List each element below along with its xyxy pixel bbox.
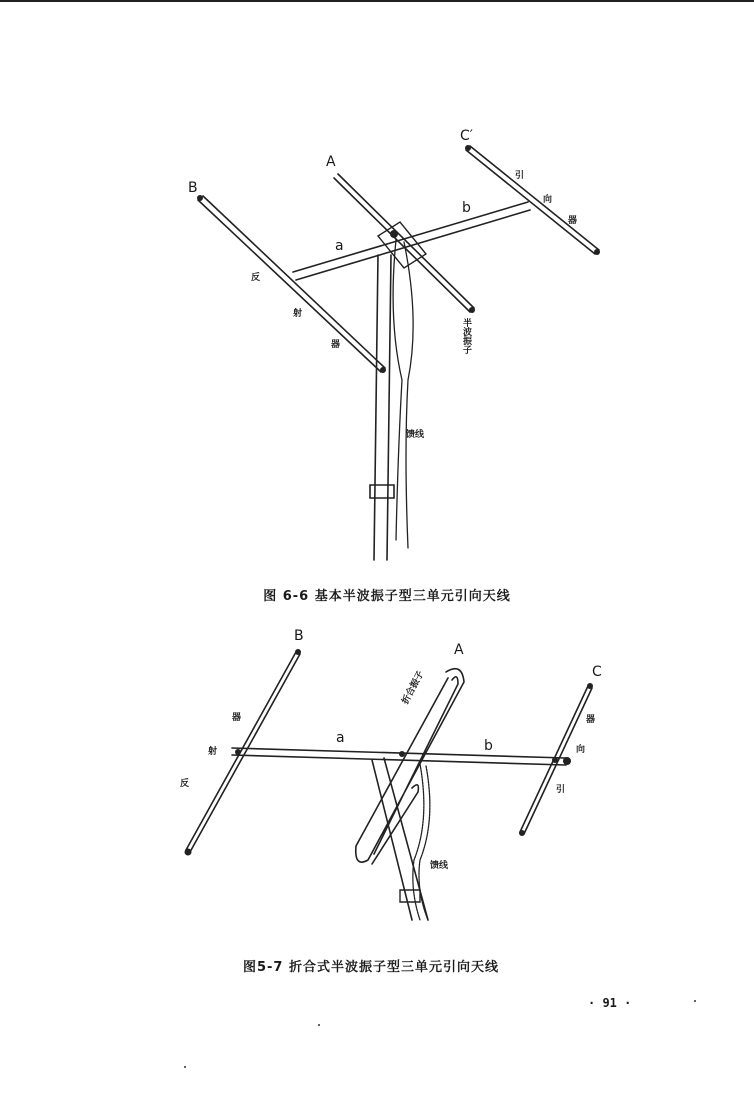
label-spacing-b: b <box>462 200 471 216</box>
mast-clamp <box>370 485 394 498</box>
label-reflector-1: 反 <box>251 273 261 283</box>
antenna-diagram-2 <box>0 620 754 980</box>
label-spacing-b: b <box>484 738 493 754</box>
label-driven-element: 半波振子 <box>461 318 471 354</box>
scan-speck <box>318 1024 320 1026</box>
label-b-end: B <box>188 180 198 196</box>
label-a-end: A <box>454 642 464 658</box>
reflector-element <box>186 652 300 852</box>
figure-caption-6-6: 图 6-6 基本半波振子型三单元引向天线 <box>263 589 511 604</box>
label-director-2: 向 <box>576 745 586 755</box>
boom <box>293 202 530 280</box>
page-number: · 91 · <box>588 996 632 1010</box>
label-director-2: 向 <box>543 195 553 205</box>
boom <box>232 748 566 765</box>
label-spacing-a: a <box>335 238 344 254</box>
label-spacing-a: a <box>336 730 345 746</box>
label-b-end: B <box>294 628 304 644</box>
label-c-end: C <box>592 664 602 680</box>
label-director-1: 引 <box>556 785 566 795</box>
label-c-end: C′ <box>460 128 473 144</box>
scan-speck <box>694 1000 696 1002</box>
figure-5-7 <box>0 620 754 980</box>
label-director-3: 器 <box>568 216 578 226</box>
label-reflector-3: 器 <box>232 713 242 723</box>
label-feeder: 馈线 <box>406 430 425 440</box>
label-director-1: 引 <box>515 171 525 181</box>
label-reflector-2: 射 <box>208 747 218 757</box>
label-reflector-1: 反 <box>180 779 190 789</box>
director-element <box>466 146 599 254</box>
figure-caption-5-7: 图5-7 折合式半波振子型三单元引向天线 <box>242 960 499 975</box>
mast-clamp <box>400 890 420 902</box>
label-reflector-3: 器 <box>331 340 341 350</box>
mast <box>374 255 391 560</box>
label-feeder: 馈线 <box>430 861 449 871</box>
reflector-element <box>198 196 385 372</box>
label-driven-element: 折合振子 <box>400 669 427 707</box>
label-director-3: 器 <box>586 715 596 725</box>
scan-speck <box>184 1066 186 1068</box>
label-reflector-2: 射 <box>293 309 303 319</box>
label-a-end: A <box>326 154 336 170</box>
